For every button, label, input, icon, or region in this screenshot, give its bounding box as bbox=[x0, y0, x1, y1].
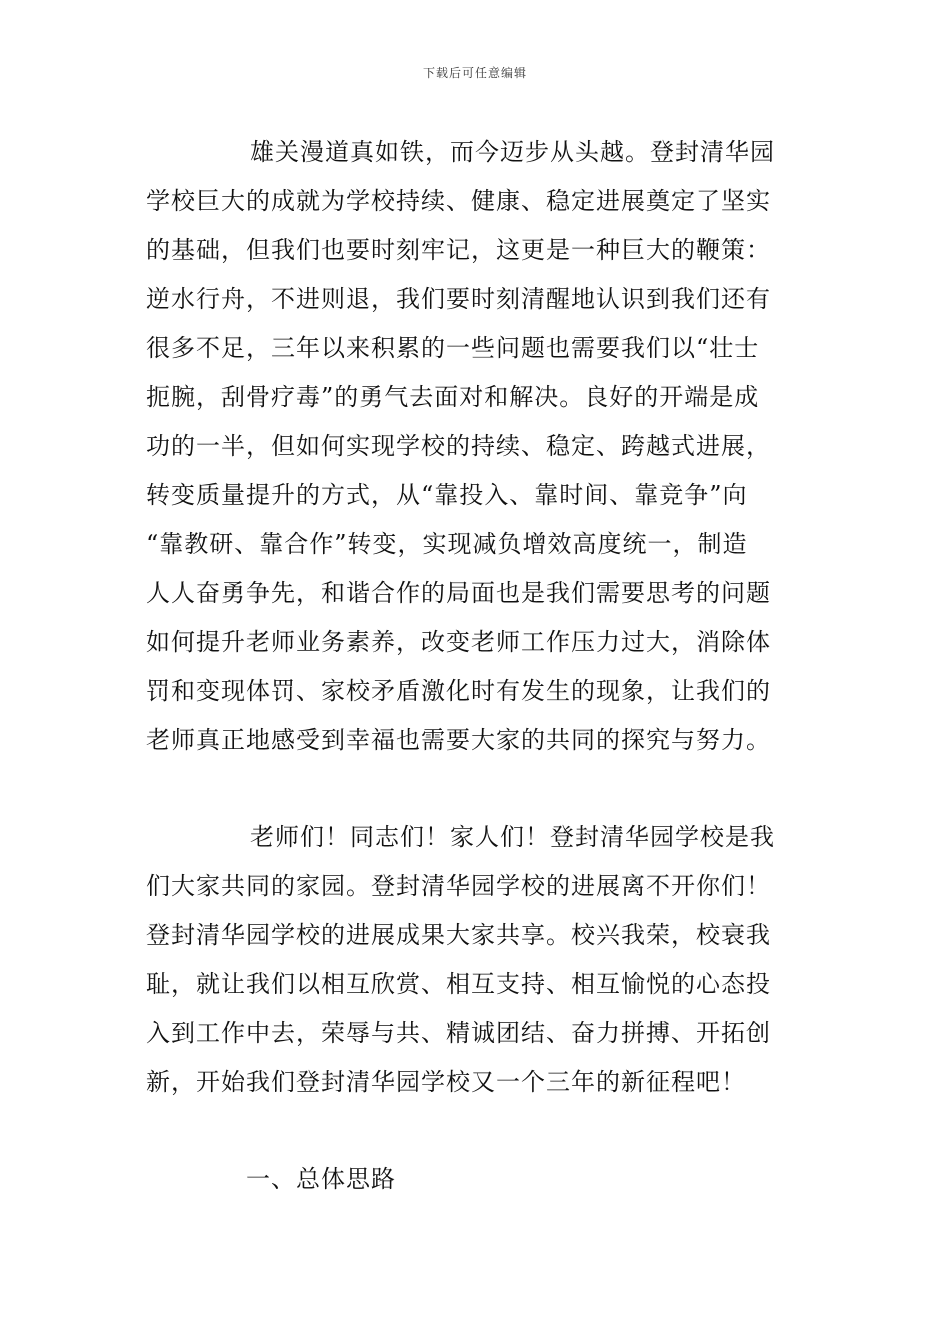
paragraph-line: 入到工作中去，荣辱与共、精诚团结、奋力拼搏、开拓创 bbox=[146, 1019, 771, 1047]
paragraph-line: 耻，就让我们以相互欣赏、相互支持、相互愉悦的心态投 bbox=[146, 970, 771, 998]
document-body bbox=[146, 128, 808, 1204]
paragraph-line: 雄关漫道真如铁，而今迈步从头越。登封清华园 bbox=[250, 138, 775, 166]
paragraph-spacer bbox=[146, 765, 808, 813]
paragraph-line: 的基础，但我们也要时刻牢记，这更是一种巨大的鞭策： bbox=[146, 236, 771, 264]
paragraph-line: 很多不足，三年以来积累的一些问题也需要我们以“壮士 bbox=[146, 334, 760, 362]
paragraph-2 bbox=[146, 813, 808, 1107]
paragraph-line: “靠教研、靠合作”转变，实现减负增效高度统一，制造 bbox=[146, 530, 748, 558]
paragraph-line: 功的一半，但如何实现学校的持续、稳定、跨越式进展， bbox=[146, 432, 771, 460]
paragraph-1 bbox=[146, 128, 808, 765]
page-header: 下载后可任意编辑 bbox=[422, 66, 527, 80]
paragraph-line: 罚和变现体罚、家校矛盾激化时有发生的现象，让我们的 bbox=[146, 677, 771, 705]
paragraph-line: 老师真正地感受到幸福也需要大家的共同的探究与努力。 bbox=[146, 726, 771, 754]
paragraph-line: 新，开始我们登封清华园学校又一个三年的新征程吧！ bbox=[146, 1068, 746, 1096]
paragraph-line: 逆水行舟，不进则退，我们要时刻清醒地认识到我们还有 bbox=[146, 285, 771, 313]
paragraph-line: 扼腕，刮骨疗毒”的勇气去面对和解决。良好的开端是成 bbox=[146, 383, 760, 411]
paragraph-line: 登封清华园学校的进展成果大家共享。校兴我荣，校衰我 bbox=[146, 921, 771, 949]
paragraph-line: 如何提升老师业务素养，改变老师工作压力过大，消除体 bbox=[146, 628, 771, 656]
paragraph-line: 人人奋勇争先，和谐合作的局面也是我们需要思考的问题 bbox=[146, 579, 771, 607]
paragraph-spacer bbox=[146, 1107, 808, 1155]
paragraph-line: 老师们！同志们！家人们！登封清华园学校是我 bbox=[250, 823, 775, 851]
paragraph-line: 转变质量提升的方式，从“靠投入、靠时间、靠竞争”向 bbox=[146, 481, 748, 509]
paragraph-line: 们大家共同的家园。登封清华园学校的进展离不开你们！ bbox=[146, 872, 771, 900]
section-heading: 一、总体思路 bbox=[246, 1165, 396, 1193]
paragraph-line: 学校巨大的成就为学校持续、健康、稳定进展奠定了坚实 bbox=[146, 187, 771, 215]
